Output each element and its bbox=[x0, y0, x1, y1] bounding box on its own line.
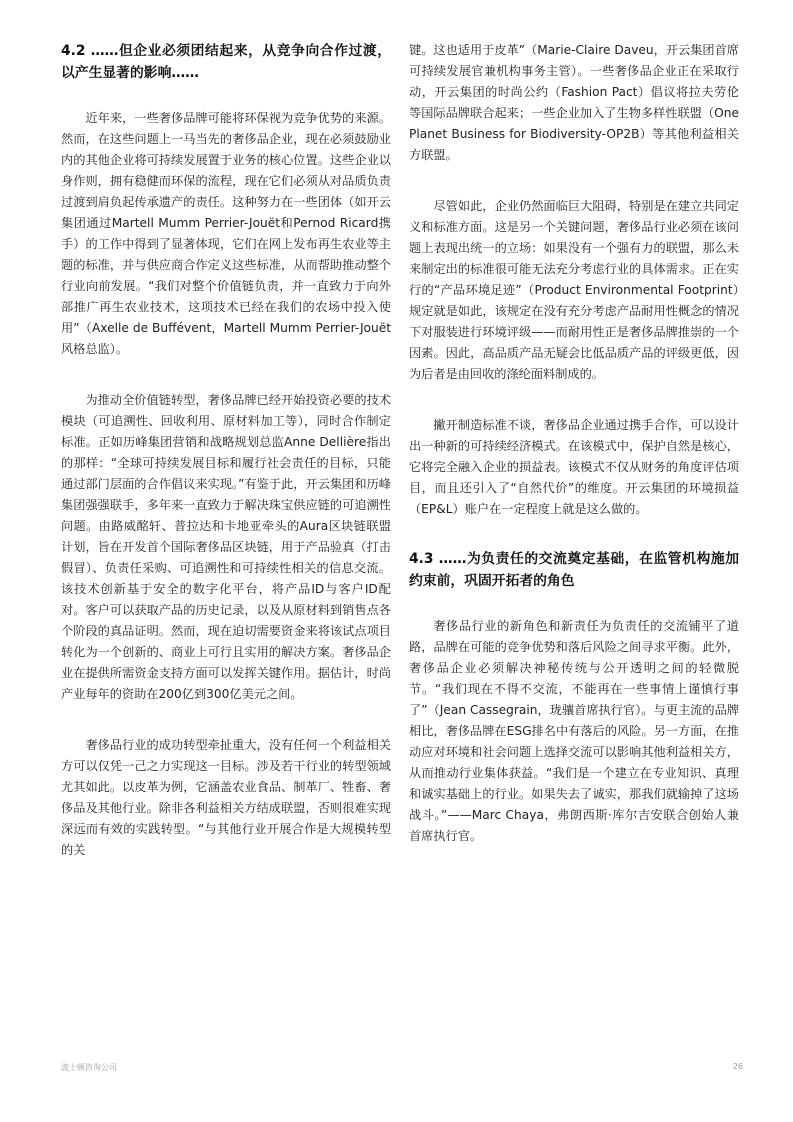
right-column bbox=[409, 40, 739, 847]
left-column bbox=[61, 40, 391, 861]
paragraph: 尽管如此，企业仍然面临巨大阻碍，特别是在建立共同定义和标准方面。这是另一个关键问题，奢侈品行业必须在该问题上表现出统一的立场：如果没有一个强有力的联盟，那么未来制定出的标准很可能无法充分考虑行业的具体需求。正在实行的“产品环境足迹”（Product Environmental Footprint）规定就是如此，该规定在没有充分考虑产品耐用性概念的情况下对服装进行环境评级——而耐用性正是奢侈品牌推崇的一个因素。因此，高品质产品无疑会比低品质产品的评级更低，因为后者是由回收的涤纶面料制成的。 bbox=[409, 199, 739, 381]
section-heading-4-3: 4.3 ……为负责任的交流奠定基础，在监管机构施加约束前，巩固开拓者的角色 bbox=[409, 551, 739, 589]
section-heading-4-2: 4.2 ……但企业必须团结起来，从竞争向合作过渡，以产生显著的影响…… bbox=[61, 43, 391, 81]
paragraph: 奢侈品行业的成功转型牵扯重大，没有任何一个利益相关方可以仅凭一己之力实现这一目标。涉及若干行业的转型领域尤其如此。以皮革为例，它涵盖农业食品、制革厂、牲畜、奢侈品及其他行业。除非各利益相关方结成联盟，否则很难实现深远而有效的实践转型。“与其他行业开展合作是大规模转型的关 bbox=[61, 738, 391, 857]
paragraph: 撇开制造标准不谈，奢侈品企业通过携手合作，可以设计出一种新的可持续经济模式。在该模式中，保护自然是核心，它将完全融入企业的损益表。该模式不仅从财务的角度评估项目，而且还引入了“自然代价”的维度。开云集团的环境损益（EP&L）账户在一定程度上就是这么做的。 bbox=[409, 418, 739, 516]
page-number: 26 bbox=[732, 1062, 743, 1071]
footer-publisher: 波士顿咨询公司 bbox=[61, 1063, 117, 1072]
paragraph: 近年来，一些奢侈品牌可能将环保视为竞争优势的来源。然而，在这些问题上一马当先的奢侈品企业，现在必须鼓励业内的其他企业将可持续发展置于业务的核心位置。这些企业以身作则，拥有稳健而环保的流程，现在它们必须从对品质负责过渡到肩负起传承遗产的责任。这种努力在一些团体（如开云集团通过Martell Mumm Perrier-Jouët和Pernod Ricard携手）的工作中得到了显著体现，它们在网上发布再生农业等主题的标准，并与供应商合作定义这些标准，从而帮助推动整个行业向前发展。“我们对整个价值链负责，并一直致力于向外部推广再生农业技术，这项技术已经在我们的农场中投入使用”（Axelle de Buffévent，Martell Mumm Perrier-Jouët风格总监）。 bbox=[61, 111, 391, 356]
paragraph: 为推动全价值链转型，奢侈品牌已经开始投资必要的技术模块（可追溯性、回收利用、原材料加工等），同时合作制定标准。正如历峰集团营销和战略规划总监Anne Dellière指出的那样：“全球可持续发展目标和履行社会责任的目标，只能通过部门层面的合作倡议来实现。”有鉴于此，开云集团和历峰集团强强联手，多年来一直致力于解决珠宝供应链的可追溯性问题。由路威酩轩、普拉达和卡地亚牵头的Aura区块链联盟计划，旨在开发首个国际奢侈品区块链，用于产品验真（打击假冒）、负责任采购、可追溯性和可持续性相关的信息交流。该技术创新基于安全的数字化平台，将产品ID与客户ID配对。客户可以获取产品的历史记录，以及从原材料到销售点各个阶段的真品证明。然而，现在迫切需要资金来将该试点项目转化为一个创新的、商业上可行且实用的解决方案。奢侈品企业在提供所需资金支持方面可以发挥关键作用。据估计，时尚产业每年的资助在200亿到300亿美元之间。 bbox=[61, 393, 391, 701]
paragraph: 奢侈品行业的新角色和新责任为负责任的交流铺平了道路，品牌在可能的竞争优势和落后风险之间寻求平衡。此外，奢侈品企业必须解决神秘传统与公开透明之间的轻微脱节。“我们现在不得不交流，不能再在一些事情上谨慎行事了”（Jean Cassegrain，珑骧首席执行官）。与更主流的品牌相比，奢侈品牌在ESG排名中有落后的风险。另一方面，在推动应对环境和社会问题上选择交流可以影响其他利益相关方，从而推动行业集体获益。“我们是一个建立在专业知识、真理和诚实基础上的行业。如果失去了诚实，那我们就输掉了这场战斗。”——Marc Chaya，弗朗西斯·库尔吉安联合创始人兼首席执行官。 bbox=[409, 619, 739, 843]
paragraph-continued: 键。这也适用于皮革”（Marie-Claire Daveu，开云集团首席可持续发展官兼机构事务主管）。一些奢侈品企业正在采取行动，开云集团的时尚公约（Fashion Pact）倡议将拉夫劳伦等国际品牌联合起来；一些企业加入了生物多样性联盟（One Planet Business for Biodiversity-OP2B）等其他利益相关方联盟。 bbox=[409, 43, 739, 162]
